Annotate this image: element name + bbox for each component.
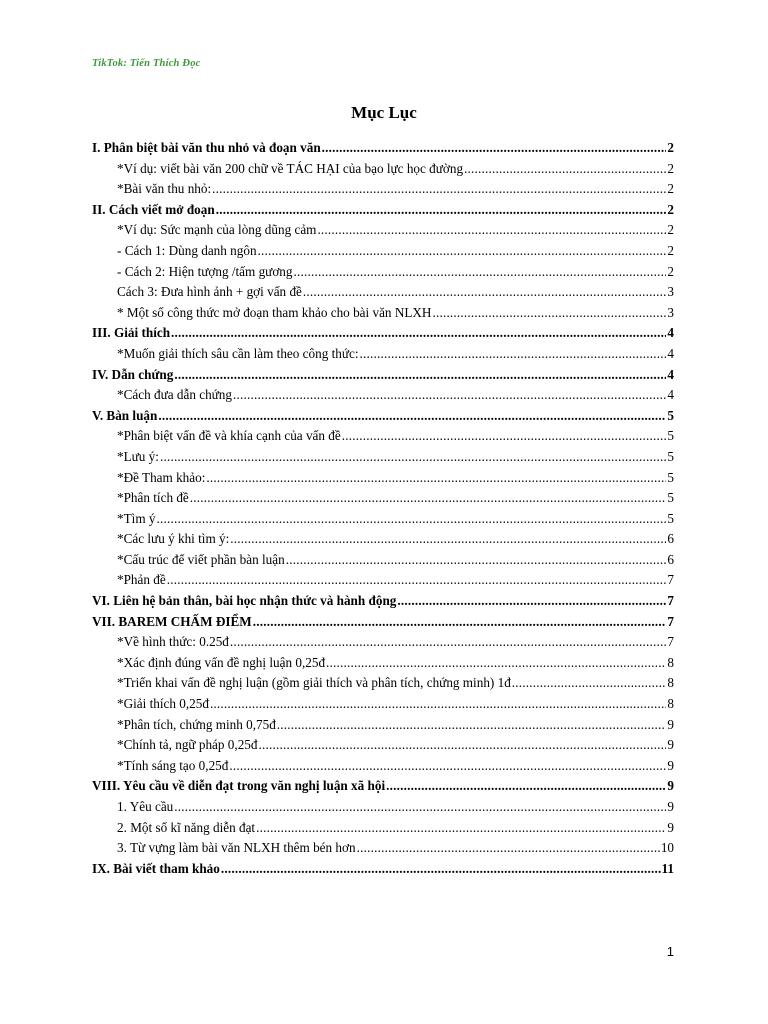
toc-subsection-entry[interactable] [92, 797, 674, 818]
toc-subsection-entry[interactable] [92, 509, 674, 530]
toc-subsection-entry[interactable] [92, 673, 674, 694]
toc-entry-title: *Cách đưa dẫn chứng [117, 387, 232, 403]
toc-entry-title: *Tìm ý [117, 510, 156, 526]
toc-dot-leader [303, 282, 667, 303]
toc-dot-leader [386, 776, 666, 797]
toc-entry-title: *Các lưu ý khi tìm ý: [117, 531, 230, 547]
toc-dot-leader [277, 715, 667, 736]
toc-dot-leader [210, 694, 666, 715]
toc-subsection-entry[interactable] [92, 385, 674, 406]
toc-dot-leader [432, 303, 666, 324]
toc-entry-page-number: 2 [667, 181, 674, 197]
toc-entry-title: *Phân tích đề [117, 490, 189, 506]
toc-entry-title: 3. Từ vựng làm bài văn NLXH thêm bén hơn [117, 840, 356, 856]
toc-subsection-entry[interactable] [92, 344, 674, 365]
toc-dot-leader [233, 385, 666, 406]
toc-dot-leader [286, 550, 667, 571]
toc-entry-title: 2. Một số kĩ năng diễn đạt [117, 819, 256, 835]
toc-dot-leader [160, 447, 666, 468]
toc-entry-title: VIII. Yêu cầu về diễn đạt trong văn nghị luận xã hội [92, 778, 386, 794]
toc-entry-page-number: 11 [661, 860, 674, 876]
toc-subsection-entry[interactable] [92, 653, 674, 674]
toc-entry-page-number: 4 [667, 387, 674, 403]
toc-section-entry[interactable] [92, 138, 674, 159]
toc-entry-page-number: 7 [667, 634, 674, 650]
table-of-contents [92, 138, 674, 879]
toc-dot-leader [212, 179, 666, 200]
toc-entry-title: IX. Bài viết tham khảo [92, 860, 220, 876]
toc-entry-page-number: 2 [667, 263, 674, 279]
toc-section-entry[interactable] [92, 859, 674, 880]
toc-subsection-entry[interactable] [92, 570, 674, 591]
toc-subsection-entry[interactable] [92, 282, 674, 303]
toc-section-entry[interactable] [92, 406, 674, 427]
toc-dot-leader [357, 838, 660, 859]
toc-subsection-entry[interactable] [92, 735, 674, 756]
toc-entry-title: *Ví dụ: Sức mạnh của lòng dũng cảm [117, 222, 317, 238]
toc-entry-title: *Xác định đúng vấn đề nghị luận 0,25đ [117, 654, 326, 670]
toc-entry-page-number: 5 [667, 428, 674, 444]
toc-dot-leader [360, 344, 667, 365]
toc-entry-title: *Phản đề [117, 572, 166, 588]
toc-section-entry[interactable] [92, 612, 674, 633]
toc-entry-page-number: 2 [667, 222, 674, 238]
toc-dot-leader [256, 818, 666, 839]
toc-dot-leader [512, 673, 667, 694]
toc-dot-leader [326, 653, 666, 674]
toc-entry-title: *Cấu trúc để viết phần bàn luận [117, 551, 285, 567]
toc-subsection-entry[interactable] [92, 468, 674, 489]
toc-entry-page-number: 4 [667, 325, 674, 341]
toc-subsection-entry[interactable] [92, 550, 674, 571]
toc-entry-title: *Bài văn thu nhỏ: [117, 181, 212, 197]
toc-entry-title: - Cách 2: Hiện tượng /tấm gương [117, 263, 293, 279]
toc-entry-title: *Tính sáng tạo 0,25đ [117, 757, 229, 773]
toc-dot-leader [229, 756, 666, 777]
toc-section-entry[interactable] [92, 200, 674, 221]
toc-entry-title: II. Cách viết mở đoạn [92, 201, 215, 217]
toc-entry-title: *Phân tích, chứng minh 0,75đ [117, 716, 276, 732]
toc-entry-page-number: 8 [667, 696, 674, 712]
toc-subsection-entry[interactable] [92, 756, 674, 777]
toc-entry-title: *Lưu ý: [117, 448, 159, 464]
toc-entry-title: *Giải thích 0,25đ [117, 696, 209, 712]
toc-dot-leader [171, 323, 666, 344]
toc-entry-page-number: 2 [667, 140, 674, 155]
toc-dot-leader [342, 426, 667, 447]
toc-entry-page-number: 6 [667, 551, 674, 567]
toc-subsection-entry[interactable] [92, 632, 674, 653]
toc-entry-page-number: 2 [667, 201, 674, 217]
toc-entry-page-number: 9 [667, 819, 674, 835]
toc-entry-page-number: 9 [667, 737, 674, 753]
toc-subsection-entry[interactable] [92, 179, 674, 200]
toc-subsection-entry[interactable] [92, 488, 674, 509]
toc-entry-page-number: 9 [667, 757, 674, 773]
toc-entry-page-number: 10 [660, 840, 674, 856]
toc-entry-page-number: 3 [667, 304, 674, 320]
toc-subsection-entry[interactable] [92, 529, 674, 550]
toc-entry-page-number: 4 [667, 366, 674, 382]
toc-entry-page-number: 6 [667, 531, 674, 547]
toc-dot-leader [156, 509, 666, 530]
toc-dot-leader [317, 220, 666, 241]
toc-subsection-entry[interactable] [92, 159, 674, 180]
toc-dot-leader [258, 735, 666, 756]
toc-entry-page-number: 7 [667, 613, 674, 629]
toc-entry-page-number: 7 [667, 593, 674, 609]
toc-dot-leader [230, 529, 666, 550]
toc-entry-page-number: 5 [667, 490, 674, 506]
toc-subsection-entry[interactable] [92, 694, 674, 715]
toc-dot-leader [397, 591, 666, 612]
toc-section-entry[interactable] [92, 591, 674, 612]
toc-entry-page-number: 9 [667, 716, 674, 732]
toc-subsection-entry[interactable] [92, 818, 674, 839]
toc-entry-title: VI. Liên hệ bản thân, bài học nhận thức và hành động [92, 593, 397, 609]
toc-dot-leader [322, 138, 667, 159]
toc-subsection-entry[interactable] [92, 715, 674, 736]
toc-dot-leader [216, 200, 667, 221]
toc-entry-page-number: 8 [667, 654, 674, 670]
toc-entry-title: *Phân biệt vấn đề và khía cạnh của vấn đề [117, 428, 341, 444]
toc-entry-page-number: 8 [667, 675, 674, 691]
toc-entry-title: 1. Yêu cầu [117, 799, 174, 814]
toc-section-entry[interactable] [92, 365, 674, 386]
toc-entry-page-number: 5 [667, 469, 674, 485]
toc-entry-page-number: 5 [667, 407, 674, 423]
toc-dot-leader [174, 797, 666, 818]
toc-subsection-entry[interactable] [92, 262, 674, 283]
toc-entry-title: *Ví dụ: viết bài văn 200 chữ về TÁC HẠI của bạo lực học đường [117, 160, 464, 176]
toc-entry-title: Cách 3: Đưa hình ảnh + gợi vấn đề [117, 284, 302, 300]
toc-dot-leader [190, 488, 667, 509]
toc-dot-leader [167, 570, 667, 591]
toc-subsection-entry[interactable] [92, 220, 674, 241]
toc-entry-title: III. Giải thích [92, 325, 171, 341]
page-title: Mục Lục [351, 103, 417, 122]
toc-subsection-entry[interactable] [92, 426, 674, 447]
toc-dot-leader [206, 468, 666, 489]
toc-entry-page-number: 9 [667, 778, 674, 794]
toc-dot-leader [230, 632, 667, 653]
toc-entry-title: IV. Dẫn chứng [92, 366, 174, 382]
toc-dot-leader [174, 365, 666, 386]
toc-entry-page-number: 9 [667, 799, 674, 814]
toc-entry-title: *Về hình thức: 0.25đ [117, 634, 229, 650]
toc-entry-title: *Muốn giải thích sâu cần làm theo công thức: [117, 345, 359, 361]
toc-entry-page-number: 2 [667, 242, 674, 258]
toc-dot-leader [258, 241, 667, 262]
toc-entry-page-number: 4 [667, 345, 674, 361]
toc-entry-title: I. Phân biệt bài văn thu nhỏ và đoạn văn [92, 140, 321, 155]
toc-entry-title: *Triển khai vấn đề nghị luận (gồm giải thích và phân tích, chứng minh) 1đ [117, 675, 511, 691]
toc-entry-title: VII. BAREM CHẤM ĐIỂM [92, 613, 252, 629]
toc-dot-leader [253, 612, 667, 633]
toc-entry-title: V. Bàn luận [92, 407, 158, 423]
toc-entry-title: *Đề Tham khảo: [117, 469, 206, 485]
toc-subsection-entry[interactable] [92, 838, 674, 859]
toc-entry-title: *Chính tả, ngữ pháp 0,25đ [117, 737, 258, 753]
page-number: 1 [666, 944, 674, 959]
toc-entry-page-number: 5 [667, 510, 674, 526]
toc-subsection-entry[interactable] [92, 447, 674, 468]
toc-section-entry[interactable] [92, 776, 674, 797]
toc-entry-title: - Cách 1: Dùng danh ngôn [117, 242, 257, 258]
toc-dot-leader [293, 262, 666, 283]
toc-subsection-entry[interactable] [92, 303, 674, 324]
toc-entry-page-number: 3 [667, 284, 674, 300]
toc-dot-leader [464, 159, 666, 180]
toc-entry-page-number: 2 [667, 160, 674, 176]
toc-entry-page-number: 7 [667, 572, 674, 588]
toc-subsection-entry[interactable] [92, 241, 674, 262]
toc-section-entry[interactable] [92, 323, 674, 344]
toc-entry-title: * Một số công thức mở đoạn tham khảo cho bài văn NLXH [117, 304, 432, 320]
toc-dot-leader [158, 406, 666, 427]
toc-dot-leader [221, 859, 661, 880]
tiktok-brand-label: TikTok: Tiến Thích Đọc [92, 58, 201, 69]
toc-entry-page-number: 5 [667, 448, 674, 464]
